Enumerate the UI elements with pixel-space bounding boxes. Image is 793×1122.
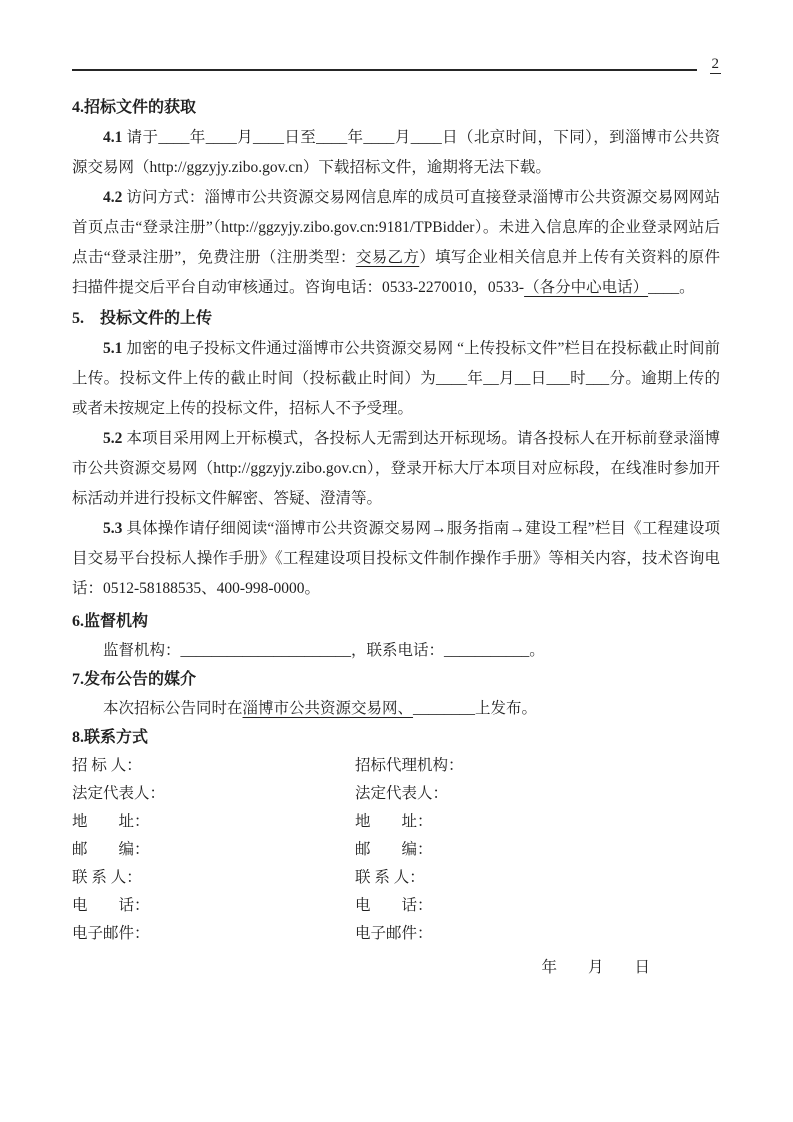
- section-5-heading: 5. 投标文件的上传: [72, 310, 213, 327]
- paragraph-4-1: 4.1 请于____年____月____日至____年____月____日（北京时间，下同），到淄博市公共资源交易网（http://ggzyjy.zibo.gov.cn）下载招标文件，逾期将无法下载。: [72, 129, 720, 176]
- contact-label-address-right: 地 址：: [355, 813, 433, 830]
- contact-label-email-left: 电子邮件：: [72, 925, 150, 942]
- contact-label-person-left: 联 系 人：: [72, 869, 142, 886]
- contact-label-address-left: 地 址：: [72, 813, 150, 830]
- contact-table: [72, 752, 720, 948]
- contact-label-bidder: 招 标 人：: [72, 757, 142, 774]
- contact-label-phone-right: 电 话：: [355, 897, 433, 914]
- contact-label-phone-left: 电 话：: [72, 897, 150, 914]
- paragraph-4-2: 4.2 访问方式：淄博市公共资源交易网信息库的成员可直接登录淄博市公共资源交易网网站首页点击“登录注册”（http://ggzyjy.zibo.gov.cn:9181/TPBidder）。未进入信息库的企业登录网站后点击“登录注册”，免费注册（注册类型：交易乙方）填写企业相关信息并上传有关资料的原件扫描件提交后平台自动审核通过。咨询电话：0533-2270010，0533-（各分中心电话）____。: [72, 189, 720, 296]
- header-rule: [72, 69, 697, 71]
- contact-label-legal-rep-right: 法定代表人：: [355, 785, 449, 802]
- contact-label-postcode-left: 邮 编：: [72, 841, 150, 858]
- paragraph-5-3: 5.3 具体操作请仔细阅读“淄博市公共资源交易网→服务指南→建设工程”栏目《工程建设项目交易平台投标人操作手册》《工程建设项目投标文件制作操作手册》等相关内容，技术咨询电话：0512-58188535、400-998-0000。: [72, 520, 721, 597]
- section-6-heading: 6.监督机构: [72, 613, 149, 630]
- contact-label-postcode-right: 邮 编：: [355, 841, 433, 858]
- paragraph-6-1: 监督机构：______________________，联系电话：___________。: [103, 642, 545, 659]
- section-4-heading: 4.招标文件的获取: [72, 99, 197, 116]
- signature-date-line: 年 月 日: [541, 959, 650, 976]
- section-7-heading: 7.发布公告的媒介: [72, 671, 197, 688]
- contact-label-agency: 招标代理机构：: [355, 757, 464, 774]
- section-8-heading: 8.联系方式: [72, 729, 149, 746]
- contact-label-legal-rep-left: 法定代表人：: [72, 785, 166, 802]
- paragraph-5-1: 5.1 加密的电子投标文件通过淄博市公共资源交易网 “上传投标文件”栏目在投标截止时间前上传。投标文件上传的截止时间（投标截止时间）为____年__月__日___时___分。逾期上传的或者未按规定上传的投标文件，招标人不予受理。: [72, 340, 721, 417]
- paragraph-7-1: 本次招标公告同时在淄博市公共资源交易网、________上发布。: [103, 700, 538, 717]
- contact-label-email-right: 电子邮件：: [355, 925, 433, 942]
- page-header: [72, 0, 721, 74]
- page-number: 2: [711, 56, 719, 72]
- contact-label-person-right: 联 系 人：: [355, 869, 425, 886]
- document-content: [72, 98, 720, 978]
- paragraph-5-2: 5.2 本项目采用网上开标模式，各投标人无需到达开标现场。请各投标人在开标前登录淄博市公共资源交易网（http://ggzyjy.zibo.gov.cn），登录开标大厅本项目对应标段，在线准时参加开标活动并进行投标文件解密、答疑、澄清等。: [72, 430, 720, 507]
